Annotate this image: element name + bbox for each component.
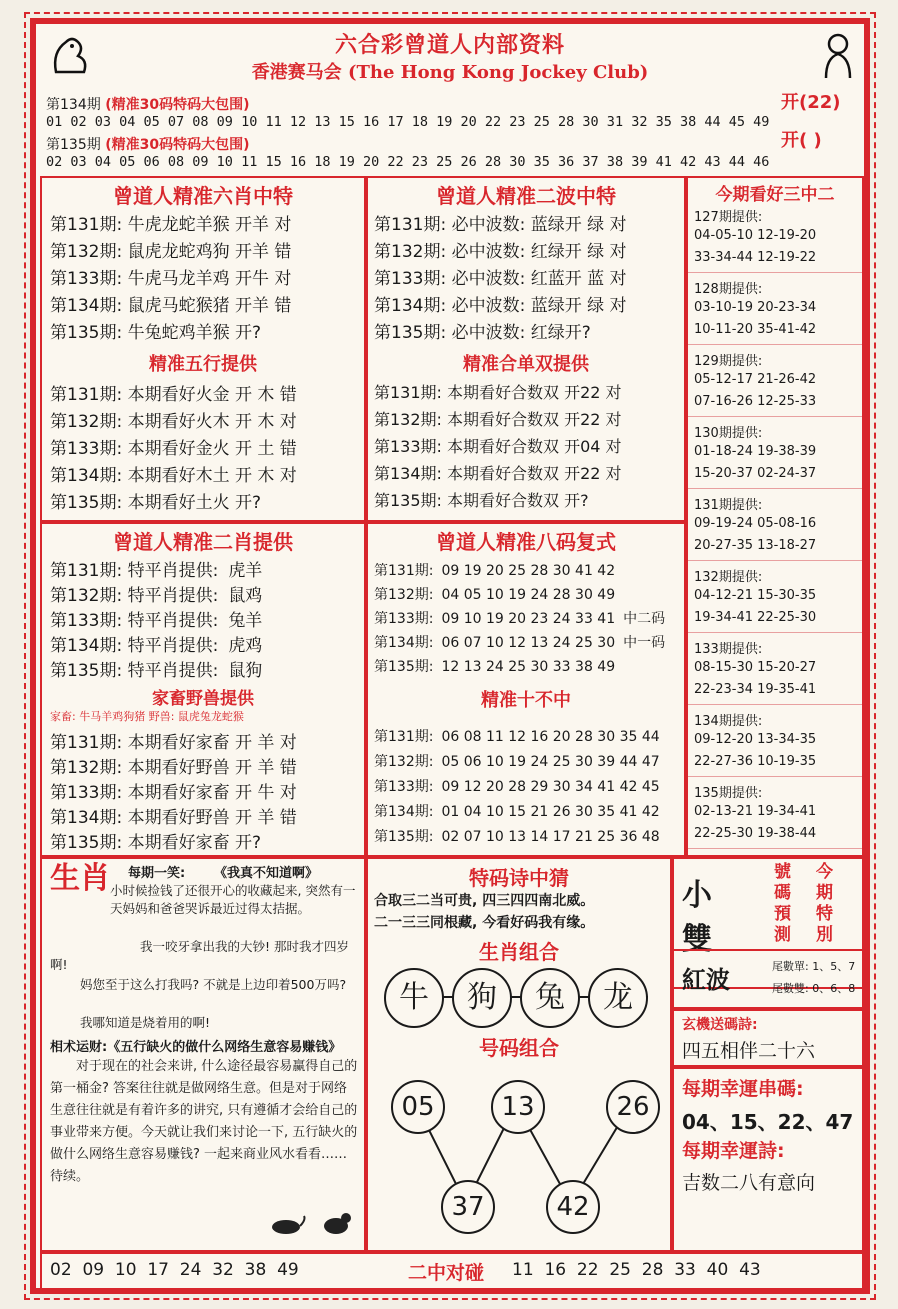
two-zodiac-line [50,631,262,656]
ten-miss-line [374,776,660,796]
eight-code-line [374,632,665,652]
three-two-divider [688,632,862,633]
six-zodiac-title: 曾道人精准六肖中特 [113,184,293,208]
eight-code-result: 中一码 [623,635,666,651]
ten-miss-numbers: 05 06 10 19 24 25 30 39 44 47 [441,754,660,770]
odd-even-title: 精准合单双提供 [463,354,589,375]
three-two-block-row2: 33-34-44 12-19-22 [694,250,817,265]
ten-miss-period: 第133期: [374,779,434,795]
lucky-poem: 吉数二八有意向 [682,1172,816,1194]
eight-code-numbers: 06 07 10 12 13 24 25 30 [441,635,616,651]
eight-code-line [374,584,623,604]
odd-even-line: 第133期: 本期看好合数双 开04 对 [374,437,622,456]
eight-code-line [374,560,623,580]
eight-code-period: 第134期: [374,635,434,651]
ten-miss-numbers: 09 12 20 28 29 30 34 41 42 45 [441,779,660,795]
row2-numbers: 02 03 04 05 06 08 09 10 11 15 16 18 19 20 22 23 25 26 28 30 35 36 37 38 39 41 42 43 44 46 [46,154,770,170]
two-zodiac-period: 第132期: 特平肖提供: [50,586,219,606]
zodiac-logo: 生肖 [50,861,110,896]
tail-odd: 尾數單: 1、5、7 [772,960,856,973]
domestic-line: 第134期: 本期看好野兽 开 羊 错 [50,808,297,828]
joke-p1: 小时候捡钱了还很开心的收藏起来, 突然有一天妈妈和爸爸哭诉最近过得太拮据。 [110,883,356,916]
three-two-block-row2: 10-11-20 35-41-42 [694,322,817,337]
row1-numbers: 01 02 03 04 05 07 08 09 10 11 12 13 15 16 17 18 19 20 22 23 25 28 30 31 32 35 38 44 45 49 [46,114,770,130]
double-label: 雙 [682,922,712,957]
ten-miss-line [374,826,660,846]
two-zodiac-period: 第135期: 特平肖提供: [50,661,219,681]
red-wave-label: 紅波 [682,965,730,994]
footer-right-numbers: 11 16 22 25 28 33 40 43 [512,1260,761,1280]
domestic-line: 第133期: 本期看好家畜 开 牛 对 [50,783,297,803]
three-two-divider [688,560,862,561]
odd-even-line: 第134期: 本期看好合数双 开22 对 [374,464,622,483]
two-zodiac-period: 第131期: 特平肖提供: [50,561,219,581]
five-elements-line: 第133期: 本期看好金火 开 土 错 [50,439,297,459]
poem-line1: 合取三二当可贵, 四三四四南北威。 [374,893,595,909]
three-two-block-header: 131期提供: [694,498,763,513]
xuanji-text: 四五相伴二十六 [682,1040,816,1062]
number-combo-title: 号码组合 [479,1036,559,1060]
three-two-block-header: 128期提供: [694,282,763,297]
odd-even-line: 第135期: 本期看好合数双 开? [374,491,589,510]
small-label: 小 [682,878,712,913]
five-elements-title: 精准五行提供 [149,354,257,375]
three-two-block-row1: 01-18-24 19-38-39 [694,444,817,459]
footer-middle-label: 二中对碰 [408,1262,485,1284]
three-two-block-row2: 15-20-37 02-24-37 [694,466,817,481]
joke-p2: 我一咬牙拿出我的大钞! 那时我才四岁啊! [50,939,349,972]
two-zodiac-value: 虎鸡 [228,636,263,656]
ten-miss-period: 第134期: [374,804,434,820]
odd-even-line: 第131期: 本期看好合数双 开22 对 [374,383,622,402]
eight-code-title: 曾道人精准八码复式 [436,530,616,554]
ten-miss-numbers: 01 04 10 15 21 26 30 35 41 42 [441,804,660,820]
three-two-divider [688,848,862,849]
eight-code-line [374,656,623,676]
zodiac-circle-2: 狗 [452,968,512,1028]
ten-miss-numbers: 06 08 11 12 16 20 28 30 35 44 [441,729,660,745]
article-body: 对于现在的社会来讲, 什么途径最容易赢得自己的第一桶金? 答案往往就是做网络生意。但是对于网络生意往往就是有着许多的讲究, 只有遵循才会给自己的事业带来方便。今天就让我们来讨论一下, 五行缺火的做什么网络生意容易赚钱? 一起来商业风水看看……待续。 [50,1059,358,1184]
ten-miss-period: 第135期: [374,829,434,845]
three-two-divider [688,488,862,489]
six-zodiac-line: 第133期: 牛虎马龙羊鸡 开牛 对 [50,269,292,289]
two-wave-title: 曾道人精准二波中特 [436,184,616,208]
six-zodiac-line: 第131期: 牛虎龙蛇羊猴 开羊 对 [50,215,292,235]
row1-result: 开(22) [781,92,841,113]
eight-code-period: 第132期: [374,587,434,603]
three-two-block-header: 132期提供: [694,570,763,585]
five-elements-line: 第132期: 本期看好火木 开 木 对 [50,412,297,432]
mouse-icon [266,1214,306,1240]
two-wave-line: 第135期: 必中波数: 红绿开? [374,323,591,343]
three-two-block-row1: 02-13-21 19-34-41 [694,804,817,819]
lucky-poem-label: 每期幸運詩: [682,1140,785,1162]
three-two-block-row1: 09-19-24 05-08-16 [694,516,817,531]
number-circle-26: 26 [606,1080,660,1134]
domestic-note: 家畜: 牛马羊鸡狗猪 野兽: 鼠虎兔龙蛇猴 [50,710,244,723]
two-zodiac-title: 曾道人精准二肖提供 [113,530,293,554]
row1-header: 第134期 (精准30码特码大包围) [46,97,250,113]
five-elements-line: 第131期: 本期看好火金 开 木 错 [50,385,297,405]
three-two-block-row2: 20-27-35 13-18-27 [694,538,817,553]
three-two-block-row1: 08-15-30 15-20-27 [694,660,817,675]
article-heading: 相术运财:《五行缺火的做什么网络生意容易赚钱》 [50,1040,342,1055]
two-wave-line: 第131期: 必中波数: 蓝绿开 绿 对 [374,215,627,235]
number-circle-37: 37 [441,1180,495,1234]
ten-miss-numbers: 02 07 10 13 14 17 21 25 36 48 [441,829,660,845]
ten-miss-title: 精准十不中 [481,690,571,711]
three-two-block-header: 127期提供: [694,210,763,225]
six-zodiac-line: 第135期: 牛兔蛇鸡羊猴 开? [50,323,262,343]
ten-miss-line [374,751,660,771]
joke-subtitle: 《我真不知道啊》 [214,866,319,881]
three-two-divider [688,704,862,705]
two-zodiac-line [50,581,262,606]
domestic-line: 第131期: 本期看好家畜 开 羊 对 [50,733,297,753]
three-two-divider [688,776,862,777]
monkey-small-icon [318,1210,354,1242]
three-two-block-row2: 19-34-41 22-25-30 [694,610,817,625]
three-two-block-row2: 22-27-36 10-19-35 [694,754,817,769]
three-two-block-row1: 04-05-10 12-19-20 [694,228,817,243]
three-two-divider [688,272,862,273]
three-two-divider [688,416,862,417]
tail-even: 尾數雙: 0、6、8 [772,982,856,995]
joke-p3: 妈您至于这么打我吗? 不就是上边印着500万吗? [80,977,347,992]
poem-title: 特码诗中猜 [469,866,569,890]
domestic-title: 家畜野兽提供 [152,689,254,709]
two-zodiac-line [50,656,262,681]
three-two-block-row2: 22-25-30 19-38-44 [694,826,817,841]
three-two-block-row1: 03-10-19 20-23-34 [694,300,817,315]
number-circle-05: 05 [391,1080,445,1134]
ten-miss-period: 第131期: [374,729,434,745]
ten-miss-line [374,801,660,821]
three-two-block-row2: 07-16-26 12-25-33 [694,394,817,409]
three-two-block-row1: 04-12-21 15-30-35 [694,588,817,603]
three-two-divider [688,344,862,345]
five-elements-line: 第134期: 本期看好木土 开 木 对 [50,466,297,486]
row2-result: 开( ) [781,130,822,151]
eight-code-period: 第133期: [374,611,434,627]
page-title: 六合彩曾道人内部资料 [334,32,565,58]
two-zodiac-line [50,606,262,631]
eight-code-line [374,608,665,628]
ten-miss-period: 第132期: [374,754,434,770]
xuanji-label: 玄機送碼詩: [682,1017,758,1033]
domestic-line: 第132期: 本期看好野兽 开 羊 错 [50,758,297,778]
three-two-block-row1: 05-12-17 21-26-42 [694,372,817,387]
odd-even-line: 第132期: 本期看好合数双 开22 对 [374,410,622,429]
domestic-line: 第135期: 本期看好家畜 开? [50,833,262,853]
eight-code-result: 中二码 [623,611,666,627]
two-zodiac-value: 鼠狗 [228,661,263,681]
lucky-label: 每期幸運串碼: [682,1078,804,1100]
six-zodiac-line: 第132期: 鼠虎龙蛇鸡狗 开羊 错 [50,242,292,262]
zodiac-circle-1: 牛 [384,968,444,1028]
prediction-vertical-2: 今 期 特 別 [816,862,833,945]
three-two-block-row1: 09-12-20 13-34-35 [694,732,817,747]
eight-code-numbers: 09 10 19 20 23 24 33 41 [441,611,616,627]
three-two-block-header: 135期提供: [694,786,763,801]
poster-frame [30,18,870,1294]
three-two-block-header: 130期提供: [694,426,763,441]
eight-code-period: 第131期: [374,563,434,579]
three-two-block-row2: 22-23-34 19-35-41 [694,682,817,697]
page-subtitle: 香港赛马会 (The Hong Kong Jockey Club) [251,62,649,83]
three-two-block-header: 129期提供: [694,354,763,369]
lucky-numbers: 04、15、22、47 [682,1110,854,1134]
joke-title: 每期一笑: [128,866,186,881]
two-zodiac-value: 虎羊 [228,561,263,581]
number-circle-13: 13 [491,1080,545,1134]
two-zodiac-value: 兔羊 [228,611,263,631]
two-zodiac-value: 鼠鸡 [228,586,263,606]
three-two-block-header: 134期提供: [694,714,763,729]
eight-code-period: 第135期: [374,659,434,675]
prediction-vertical-1: 號 碼 預 測 [774,862,791,945]
footer-left-numbers: 02 09 10 17 24 32 38 49 [50,1260,299,1280]
two-zodiac-period: 第134期: 特平肖提供: [50,636,219,656]
two-wave-line: 第134期: 必中波数: 蓝绿开 绿 对 [374,296,627,316]
two-zodiac-period: 第133期: 特平肖提供: [50,611,219,631]
zodiac-combo-title: 生肖组合 [479,940,559,964]
number-circle-42: 42 [546,1180,600,1234]
zodiac-circle-3: 兔 [520,968,580,1028]
five-elements-line: 第135期: 本期看好土火 开? [50,493,262,513]
ten-miss-line [374,726,660,746]
two-wave-line: 第133期: 必中波数: 红蓝开 蓝 对 [374,269,627,289]
three-two-title: 今期看好三中二 [715,185,835,205]
zodiac-circle-4: 龙 [588,968,648,1028]
poem-line2: 二一三三同根藏, 今看好码我有缘。 [374,915,595,931]
two-wave-line: 第132期: 必中波数: 红绿开 绿 对 [374,242,627,262]
six-zodiac-line: 第134期: 鼠虎马蛇猴猪 开羊 错 [50,296,292,316]
eight-code-numbers: 12 13 24 25 30 33 38 49 [441,659,616,675]
eight-code-numbers: 04 05 10 19 24 28 30 49 [441,587,616,603]
eight-code-numbers: 09 19 20 25 28 30 41 42 [441,563,616,579]
three-two-block-header: 133期提供: [694,642,763,657]
row2-header: 第135期 (精准30码特码大包围) [46,137,250,153]
two-zodiac-line [50,556,262,581]
joke-p4: 我哪知道是烧着用的啊! [80,1015,211,1030]
